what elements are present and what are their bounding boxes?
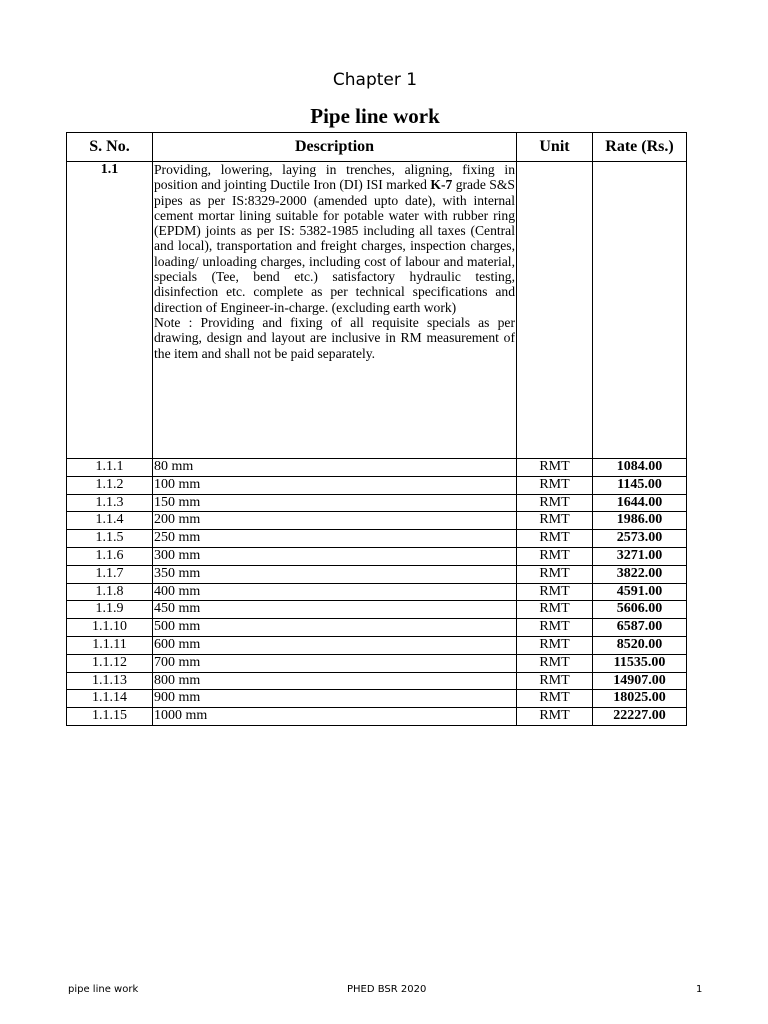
row-sno: 1.1.2 bbox=[67, 476, 153, 494]
table-row bbox=[67, 512, 687, 530]
row-unit: RMT bbox=[517, 476, 593, 494]
table-row bbox=[67, 494, 687, 512]
description-text-a: Providing, lowering, laying in trenches, aligning, fixing in position and jointing Ductile Iron (DI) ISI marked bbox=[154, 162, 515, 193]
row-sno: 1.1.10 bbox=[67, 619, 153, 637]
row-rate: 4591.00 bbox=[593, 583, 687, 601]
table-row bbox=[67, 601, 687, 619]
row-unit: RMT bbox=[517, 565, 593, 583]
footer-center: PHED BSR 2020 bbox=[347, 984, 427, 995]
row-description: 900 mm bbox=[153, 690, 517, 708]
footer-page-number: 1 bbox=[696, 984, 703, 995]
row-unit: RMT bbox=[517, 672, 593, 690]
table-row bbox=[67, 476, 687, 494]
main-item-unit bbox=[517, 162, 593, 459]
row-rate: 1986.00 bbox=[593, 512, 687, 530]
footer-left: pipe line work bbox=[68, 984, 139, 995]
main-item-rate bbox=[593, 162, 687, 459]
row-description: 700 mm bbox=[153, 654, 517, 672]
row-unit: RMT bbox=[517, 459, 593, 477]
description-note: Note : Providing and fixing of all requisite specials as per drawing, design and layout are inclusive in RM measurement of the item and shall not be paid separately. bbox=[154, 314, 515, 361]
row-description: 1000 mm bbox=[153, 708, 517, 726]
header-description: Description bbox=[153, 133, 517, 162]
table-row bbox=[67, 530, 687, 548]
table-row bbox=[67, 690, 687, 708]
table-header-row bbox=[67, 133, 687, 162]
row-sno: 1.1.1 bbox=[67, 459, 153, 477]
page-title: Pipe line work bbox=[310, 104, 440, 128]
rates-table bbox=[66, 132, 687, 726]
row-rate: 3271.00 bbox=[593, 547, 687, 565]
row-unit: RMT bbox=[517, 690, 593, 708]
row-sno: 1.1.9 bbox=[67, 601, 153, 619]
row-description: 100 mm bbox=[153, 476, 517, 494]
row-rate: 6587.00 bbox=[593, 619, 687, 637]
row-sno: 1.1.8 bbox=[67, 583, 153, 601]
row-description: 250 mm bbox=[153, 530, 517, 548]
row-unit: RMT bbox=[517, 494, 593, 512]
row-unit: RMT bbox=[517, 601, 593, 619]
row-sno: 1.1.13 bbox=[67, 672, 153, 690]
row-rate: 18025.00 bbox=[593, 690, 687, 708]
table-row bbox=[67, 547, 687, 565]
table-row bbox=[67, 654, 687, 672]
row-rate: 11535.00 bbox=[593, 654, 687, 672]
row-unit: RMT bbox=[517, 530, 593, 548]
row-description: 500 mm bbox=[153, 619, 517, 637]
row-description: 350 mm bbox=[153, 565, 517, 583]
row-description: 300 mm bbox=[153, 547, 517, 565]
row-unit: RMT bbox=[517, 636, 593, 654]
row-unit: RMT bbox=[517, 619, 593, 637]
row-description: 600 mm bbox=[153, 636, 517, 654]
chapter-heading: Chapter 1 bbox=[332, 70, 418, 90]
row-description: 400 mm bbox=[153, 583, 517, 601]
row-unit: RMT bbox=[517, 583, 593, 601]
row-sno: 1.1.14 bbox=[67, 690, 153, 708]
row-rate: 8520.00 bbox=[593, 636, 687, 654]
row-rate: 5606.00 bbox=[593, 601, 687, 619]
header-sno: S. No. bbox=[67, 133, 153, 162]
row-rate: 14907.00 bbox=[593, 672, 687, 690]
row-sno: 1.1.3 bbox=[67, 494, 153, 512]
row-sno: 1.1.15 bbox=[67, 708, 153, 726]
table-row bbox=[67, 565, 687, 583]
table-row bbox=[67, 619, 687, 637]
main-item-row bbox=[67, 162, 687, 459]
row-rate: 3822.00 bbox=[593, 565, 687, 583]
row-unit: RMT bbox=[517, 512, 593, 530]
description-text-b: grade S&S pipes as per IS:8329-2000 (amended upto date), with internal cement mortar lining suitable for potable water with rubber ring (EPDM) joints as per IS: 5382-1985 including all taxes (Central and local), transportation and freight charges, inspection charges, loading/ unloading charges, including cost of labour and material, specials (Tee, bend etc.) satisfactory hydraulic testing, disinfection etc. complete as per technical specifications and direction of Engineer-in-charge. (excluding earth work) bbox=[154, 177, 515, 315]
table-row bbox=[67, 459, 687, 477]
main-item-sno: 1.1 bbox=[67, 162, 153, 459]
row-sno: 1.1.12 bbox=[67, 654, 153, 672]
header-rate: Rate (Rs.) bbox=[593, 133, 687, 162]
row-sno: 1.1.7 bbox=[67, 565, 153, 583]
row-rate: 22227.00 bbox=[593, 708, 687, 726]
row-rate: 1145.00 bbox=[593, 476, 687, 494]
table-row bbox=[67, 583, 687, 601]
table-row bbox=[67, 672, 687, 690]
row-description: 80 mm bbox=[153, 459, 517, 477]
row-sno: 1.1.5 bbox=[67, 530, 153, 548]
row-description: 200 mm bbox=[153, 512, 517, 530]
row-sno: 1.1.11 bbox=[67, 636, 153, 654]
row-sno: 1.1.4 bbox=[67, 512, 153, 530]
row-sno: 1.1.6 bbox=[67, 547, 153, 565]
table-row bbox=[67, 708, 687, 726]
row-description: 150 mm bbox=[153, 494, 517, 512]
row-rate: 1644.00 bbox=[593, 494, 687, 512]
row-description: 450 mm bbox=[153, 601, 517, 619]
row-rate: 1084.00 bbox=[593, 459, 687, 477]
row-rate: 2573.00 bbox=[593, 530, 687, 548]
description-grade-bold: K-7 bbox=[430, 177, 453, 193]
row-unit: RMT bbox=[517, 708, 593, 726]
row-unit: RMT bbox=[517, 654, 593, 672]
table-row bbox=[67, 636, 687, 654]
row-unit: RMT bbox=[517, 547, 593, 565]
header-unit: Unit bbox=[517, 133, 593, 162]
main-item-description bbox=[153, 162, 517, 459]
row-description: 800 mm bbox=[153, 672, 517, 690]
